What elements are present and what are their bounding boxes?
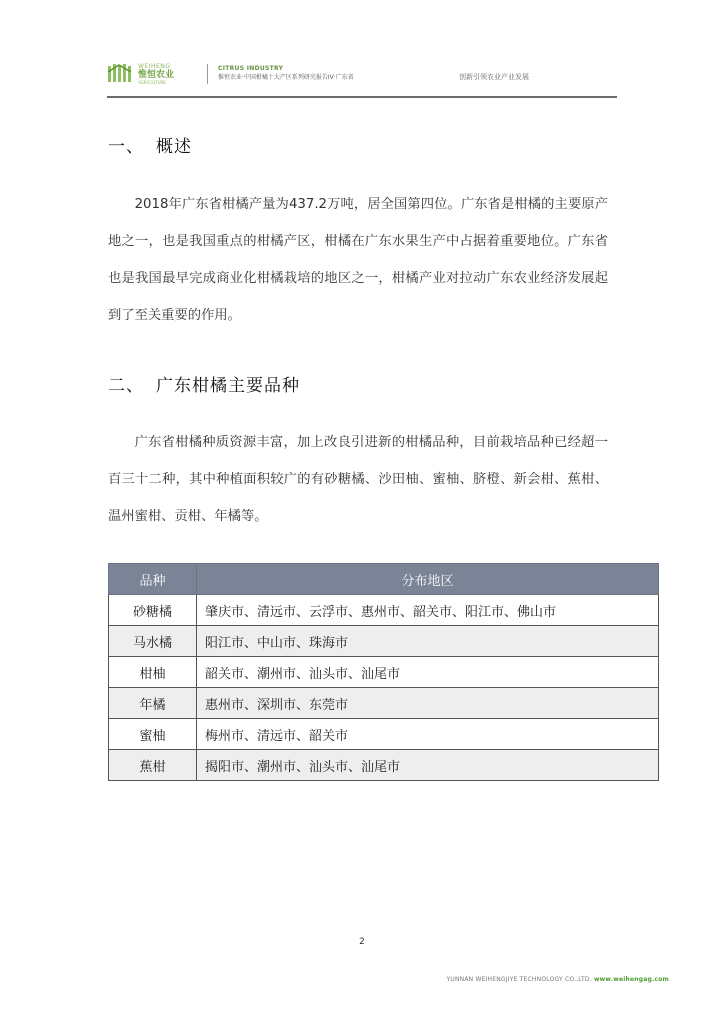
section-number: 二、	[108, 376, 144, 396]
table-row	[109, 657, 659, 688]
industry-subtitle: 惟恒农业·中国柑橘十大产区系列研究报告IV·广东省	[218, 74, 354, 81]
logo-en: WEIHENG	[138, 63, 171, 70]
variety-table	[108, 563, 659, 781]
table-header-row	[109, 564, 659, 595]
table-row	[109, 595, 659, 626]
page-number: 2	[359, 937, 365, 947]
logo-en-sub: AGRICULTURE	[138, 80, 166, 85]
table-row	[109, 750, 659, 781]
page-header	[0, 0, 724, 100]
variety-cell: 砂糖橘	[109, 595, 197, 626]
section-number: 一、	[108, 137, 144, 157]
footer-company: YUNNAN WEIHENGJIYE TECHNOLOGY CO.,LTD.	[446, 976, 592, 983]
section-heading-2	[108, 371, 300, 396]
page-footer	[447, 976, 669, 983]
section-paragraph-1: 2018年广东省柑橘产量为437.2万吨，居全国第四位。广东省是柑橘的主要原产地之一，也是我国重点的柑橘产区，柑橘在广东水果生产中占据着重要地位。广东省也是我国最早完成商业化柑橘栽培的地区之一，柑橘产业对拉动广东农业经济发展起到了至关重要的作用。	[108, 197, 608, 323]
regions-cell: 韶关市、潮州市、汕头市、汕尾市	[197, 657, 659, 688]
logo-cn: 惟恒农业	[138, 70, 175, 80]
footer-url[interactable]: www.weihengag.com	[593, 976, 669, 983]
section-title: 广东柑橘主要品种	[156, 376, 300, 396]
section-heading-1	[108, 132, 192, 157]
industry-block	[218, 65, 354, 82]
variety-cell: 蜜柚	[109, 719, 197, 750]
table-header-variety: 品种	[109, 564, 197, 595]
table-header-regions: 分布地区	[197, 564, 659, 595]
section-title: 概述	[156, 137, 192, 157]
variety-cell: 马水橘	[109, 626, 197, 657]
regions-cell: 梅州市、清远市、韶关市	[197, 719, 659, 750]
variety-cell: 年橘	[109, 688, 197, 719]
table-row	[109, 626, 659, 657]
variety-cell: 蕉柑	[109, 750, 197, 781]
regions-cell: 揭阳市、潮州市、汕头市、汕尾市	[197, 750, 659, 781]
industry-title: CITRUS INDUSTRY	[218, 65, 284, 72]
variety-cell: 柑柚	[109, 657, 197, 688]
table-row	[109, 688, 659, 719]
regions-cell: 惠州市、深圳市、东莞市	[197, 688, 659, 719]
header-rule	[107, 96, 617, 98]
regions-cell: 肇庆市、清远市、云浮市、惠州市、韶关市、阳江市、佛山市	[197, 595, 659, 626]
weiheng-logo-icon	[107, 62, 135, 84]
table-row	[109, 719, 659, 750]
header-divider	[207, 64, 208, 84]
section-paragraph-2: 广东省柑橘种质资源丰富，加上改良引进新的柑橘品种，目前栽培品种已经超一百三十二种，其中种植面积较广的有砂糖橘、沙田柚、蜜柚、脐橙、新会柑、蕉柑、温州蜜柑、贡柑、年橘等。	[108, 435, 608, 524]
header-slogan: 创新引领农业产业发展	[459, 73, 529, 81]
logo-text	[138, 63, 174, 86]
regions-cell: 阳江市、中山市、珠海市	[197, 626, 659, 657]
